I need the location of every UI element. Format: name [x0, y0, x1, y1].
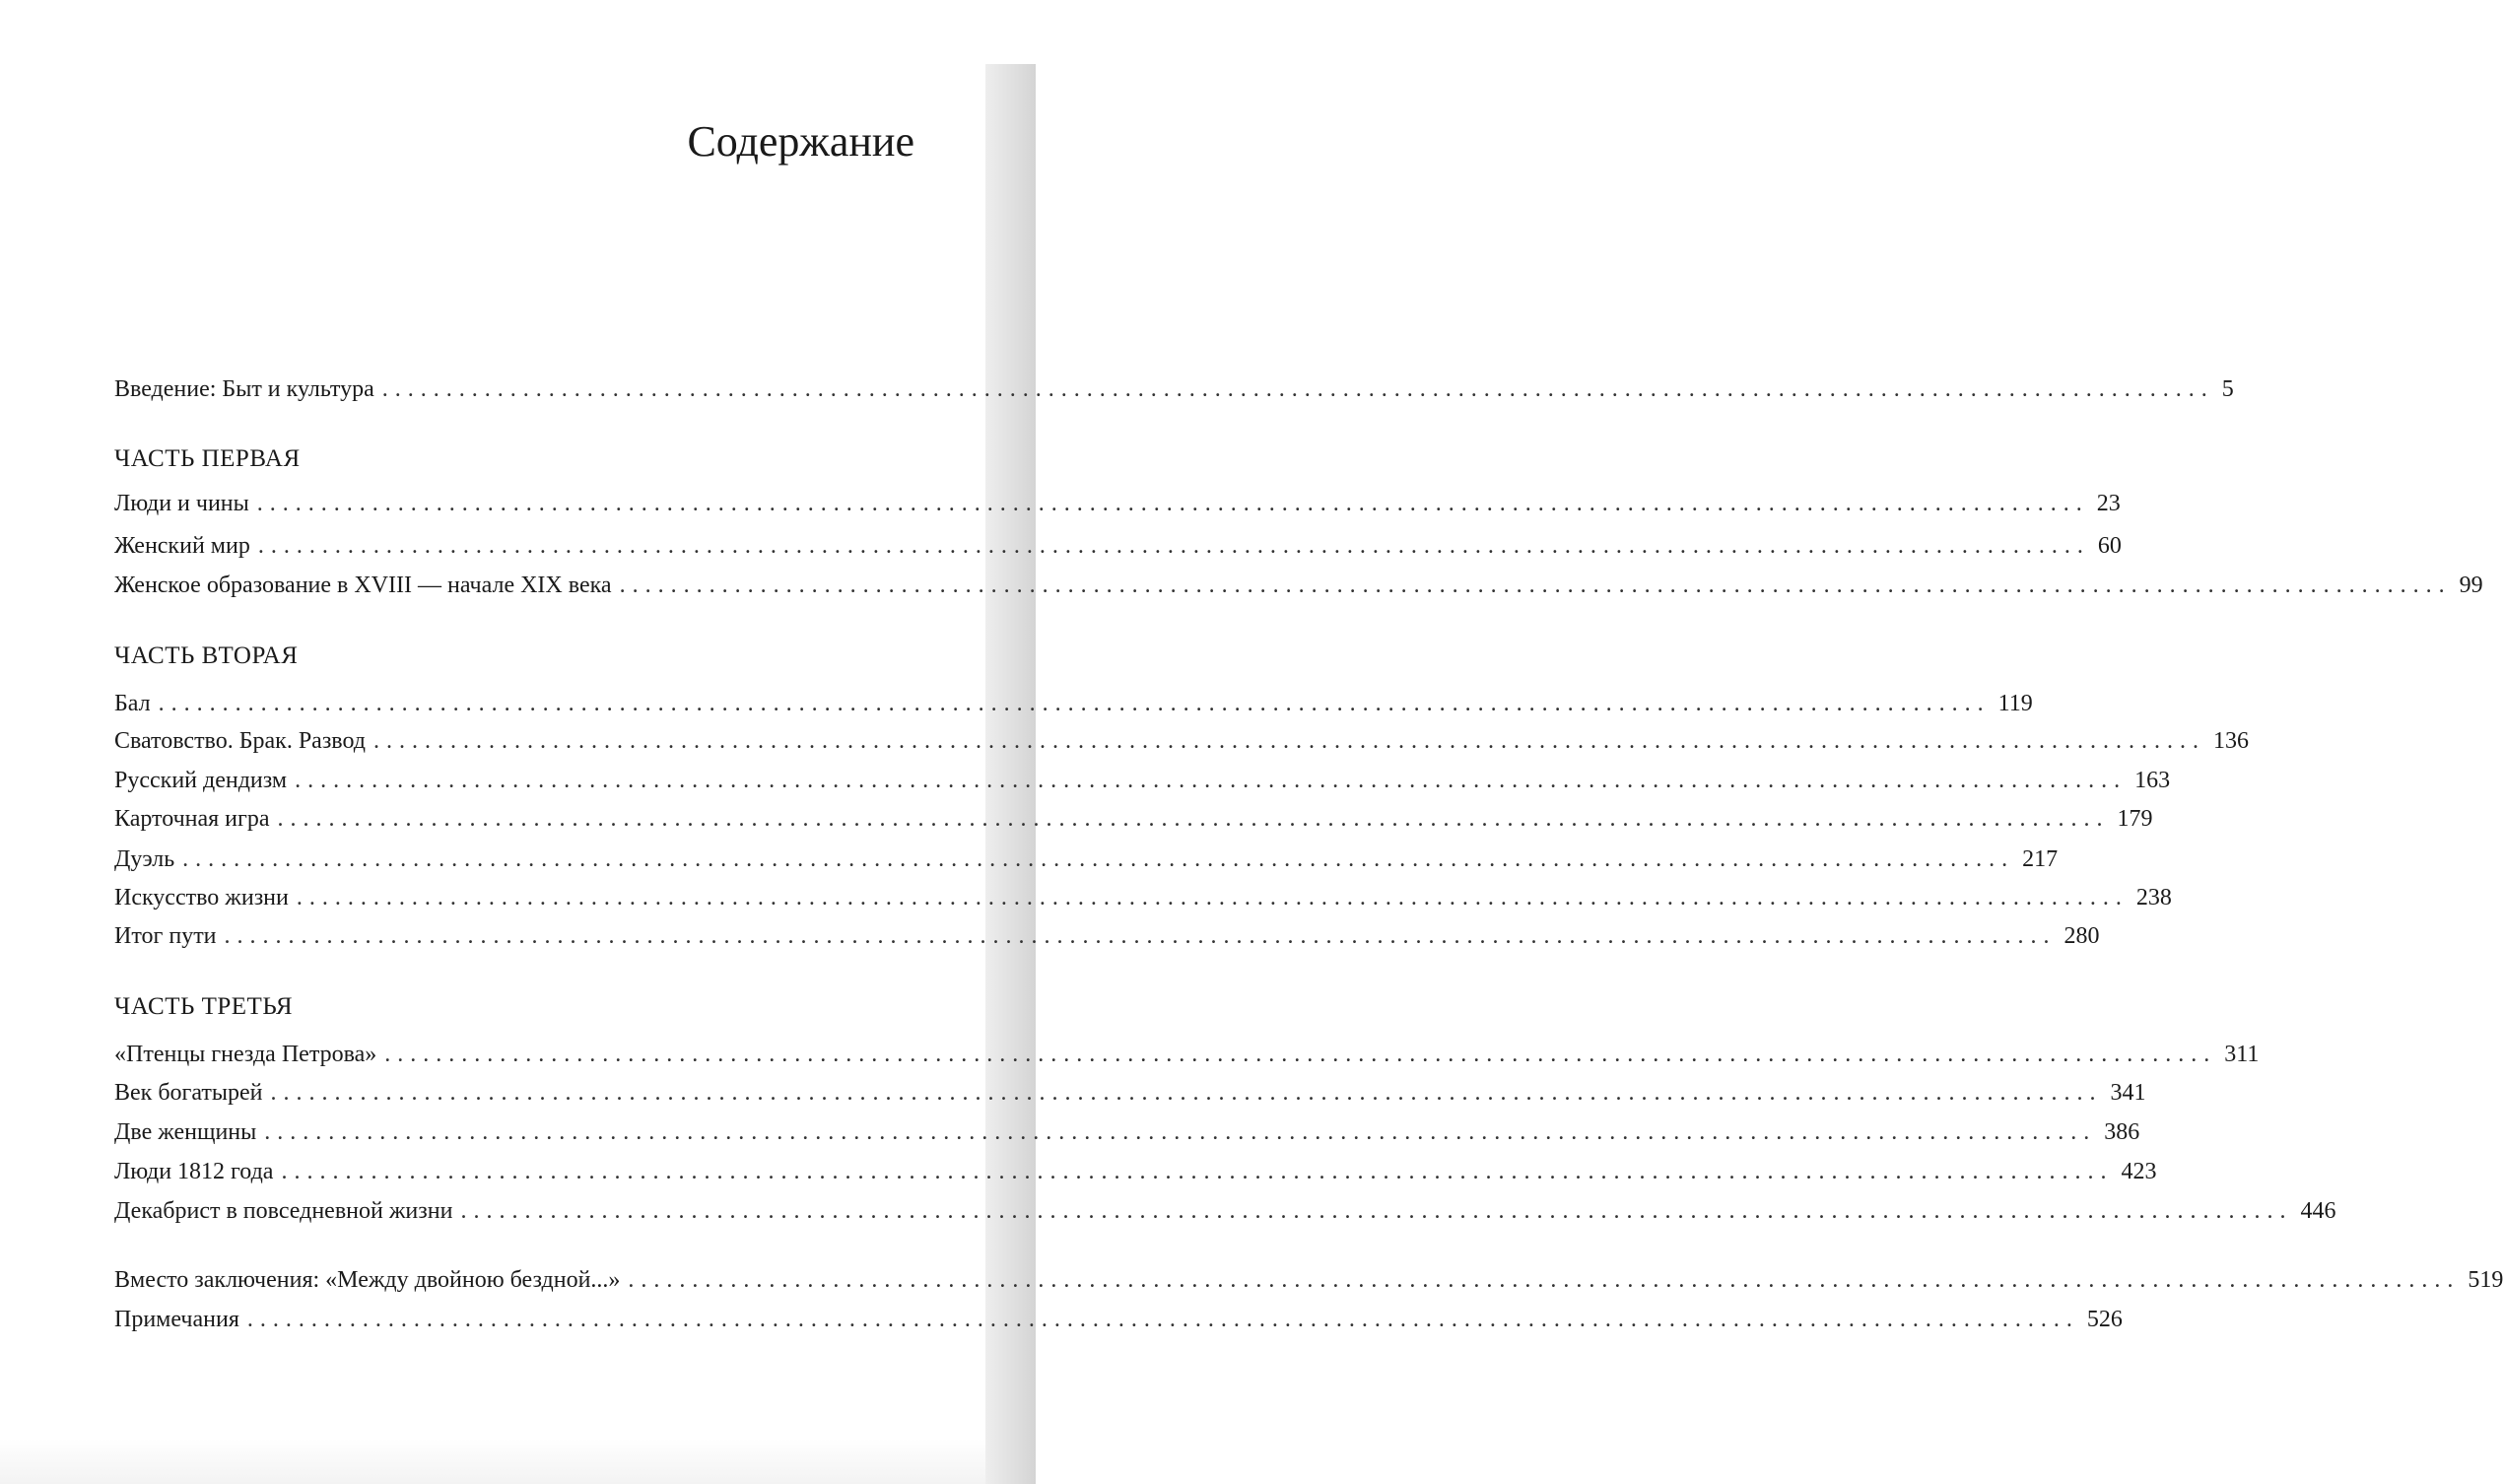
toc-entry-label: Сватовство. Брак. Развод: [114, 728, 366, 754]
toc-entry: [114, 1155, 2157, 1188]
toc-entry-label: Итог пути: [114, 923, 217, 949]
toc-entry-label: Люди и чины: [114, 491, 249, 516]
leader-dots: ...............................................................................................................................................: [264, 1119, 2097, 1145]
toc-entry: [114, 724, 2249, 758]
leader-dots: ...............................................................................................................................................: [373, 728, 2205, 754]
toc-entry-page: 280: [2063, 923, 2100, 949]
toc-entry-label: «Птенцы гнезда Петрова»: [114, 1042, 377, 1067]
leader-dots: ...............................................................................................................................................: [619, 573, 2452, 598]
toc-entry: [114, 1038, 2260, 1071]
toc-entry-page: 341: [2110, 1080, 2146, 1106]
toc-entry: [114, 1076, 2146, 1110]
leader-dots: ...............................................................................................................................................: [460, 1198, 2293, 1224]
toc-entry: [114, 687, 2033, 720]
toc-entry-page: 519: [2468, 1267, 2503, 1293]
toc-entry-label: Русский дендизм: [114, 768, 288, 793]
leader-dots: ...............................................................................................................................................: [158, 691, 1991, 716]
toc-entry-label: Декабрист в повседневной жизни: [114, 1198, 453, 1224]
toc-entry-label: Введение: Быт и культура: [114, 376, 374, 402]
toc-entry-page: 311: [2224, 1042, 2260, 1067]
toc-entry-page: 136: [2213, 728, 2249, 754]
toc-entry-page: 23: [2096, 491, 2121, 516]
toc-entry: [114, 764, 2171, 797]
toc-entry-page: 423: [2121, 1159, 2157, 1184]
leader-dots: ...............................................................................................................................................: [281, 1159, 2114, 1184]
page-title: Содержание: [687, 117, 914, 166]
toc-entry: [114, 1194, 2336, 1228]
toc-entry-label: Век богатырей: [114, 1080, 263, 1106]
toc-entry-conclusion: [114, 1263, 2503, 1297]
toc-entry-label: Дуэль: [114, 846, 175, 872]
toc-entry-label: Вместо заключения: «Между двойною бездной...»: [114, 1267, 621, 1293]
toc-entry-page: 217: [2022, 846, 2059, 872]
leader-dots: ...............................................................................................................................................: [246, 1307, 2079, 1332]
leader-dots: ...............................................................................................................................................: [295, 768, 2128, 793]
leader-dots: ...............................................................................................................................................: [224, 923, 2057, 949]
toc-entry: [114, 1115, 2140, 1149]
toc-entry-introduction: [114, 372, 2234, 406]
leader-dots: ...............................................................................................................................................: [256, 491, 2089, 516]
part-heading-third: ЧАСТЬ ТРЕТЬЯ: [114, 993, 294, 1020]
toc-entry-label: Женское образование в XVIII — начале XIX века: [114, 573, 612, 598]
toc-entry-page: 5: [2221, 376, 2234, 402]
leader-dots: ...............................................................................................................................................: [257, 533, 2090, 559]
leader-dots: ...............................................................................................................................................: [384, 1042, 2217, 1067]
toc-entry-page: 526: [2086, 1307, 2123, 1332]
toc-entry: [114, 487, 2121, 520]
toc-entry: [114, 529, 2122, 563]
toc-entry-label: Люди 1812 года: [114, 1159, 274, 1184]
toc-entry-page: 446: [2300, 1198, 2336, 1224]
page-bottom-shadow: [0, 1439, 985, 1484]
leader-dots: ...............................................................................................................................................: [628, 1267, 2461, 1293]
toc-entry-page: 386: [2104, 1119, 2140, 1145]
leader-dots: ...............................................................................................................................................: [182, 846, 2015, 872]
toc-entry: [114, 919, 2100, 953]
part-heading-first: ЧАСТЬ ПЕРВАЯ: [114, 445, 301, 472]
toc-entry-label: Примечания: [114, 1307, 239, 1332]
leader-dots: ...............................................................................................................................................: [296, 885, 2129, 911]
toc-entry-label: Женский мир: [114, 533, 250, 559]
toc-entry: [114, 843, 2059, 876]
toc-entry-label: Искусство жизни: [114, 885, 289, 911]
toc-entry-page: 99: [2459, 573, 2483, 598]
toc-entry-label: Две женщины: [114, 1119, 257, 1145]
leader-dots: ...............................................................................................................................................: [381, 376, 2214, 402]
toc-entry-page: 238: [2135, 885, 2172, 911]
toc-entry-page: 60: [2097, 533, 2122, 559]
toc-entry-page: 179: [2117, 806, 2153, 832]
toc-entry-page: 163: [2134, 768, 2171, 793]
toc-entry: [114, 881, 2172, 914]
toc-entry-notes: [114, 1303, 2123, 1336]
toc-entry: [114, 802, 2153, 836]
toc-entry: [114, 569, 2483, 602]
part-heading-second: ЧАСТЬ ВТОРАЯ: [114, 642, 299, 669]
leader-dots: ...............................................................................................................................................: [270, 1080, 2103, 1106]
toc-entry-label: Карточная игра: [114, 806, 270, 832]
toc-entry-label: Бал: [114, 691, 151, 716]
leader-dots: ...............................................................................................................................................: [277, 806, 2110, 832]
toc-entry-page: 119: [1997, 691, 2033, 716]
